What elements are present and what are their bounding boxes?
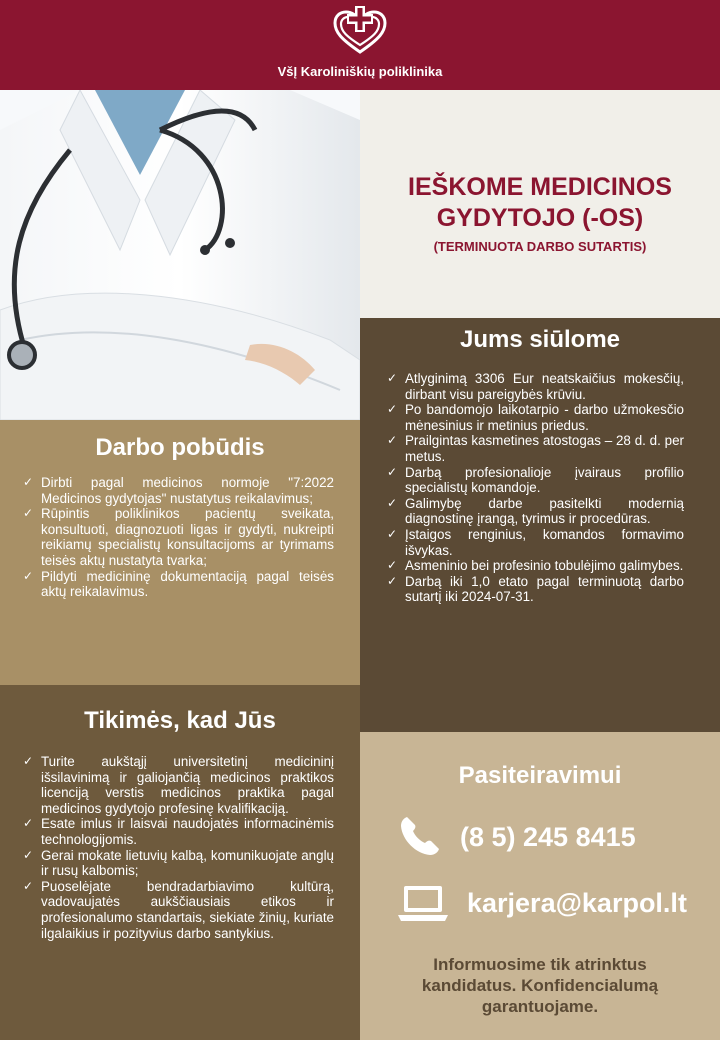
job-title-line1: IEŠKOME MEDICINOS: [408, 173, 672, 201]
contact-section: [360, 732, 720, 1040]
list-item: ✓ Asmeninio bei profesinio tobulėjimo galimybes.: [387, 558, 684, 574]
checkmark-icon: ✓: [387, 573, 398, 588]
checkmark-icon: ✓: [387, 495, 398, 510]
list-item: ✓ Po bandomojo laikotarpio - darbo užmokesčio mėnesinius ir metinius priedus.: [387, 402, 684, 433]
job-title-line2: GYDYTOJO (-OS): [436, 204, 644, 232]
list-item: ✓ Atlyginimą 3306 Eur neatskaičius mokesčių, dirbant visu pareigybės krūviu.: [387, 371, 684, 402]
list-item: ✓ Pildyti medicininę dokumentaciją pagal teisės aktų reikalavimus.: [23, 568, 334, 600]
checkmark-icon: ✓: [23, 506, 34, 521]
work-description-section: [0, 420, 360, 685]
section-heading: Tikimės, kad Jūs: [84, 707, 276, 734]
checkmark-icon: ✓: [23, 475, 34, 489]
checkmark-icon: ✓: [23, 816, 34, 831]
list-item: ✓ Puoselėjate bendradarbiavimo kultūrą, vadovaujatės aukščiausiais etikos ir profesionalumo standartais, siekiate žinių, kuriate ilgalaikius ir pozityvius darbo santykius.: [23, 878, 334, 941]
job-title-subtitle: (TERMINUOTA DARBO SUTARTIS): [433, 239, 647, 254]
phone-number[interactable]: (8 5) 245 8415: [460, 822, 636, 852]
list-item: ✓ Darbą profesionalioje įvairaus profilio specialistų komandoje.: [387, 464, 684, 496]
checkmark-icon: ✓: [387, 464, 398, 479]
checkmark-icon: ✓: [23, 847, 34, 862]
checkmark-icon: ✓: [387, 402, 398, 417]
checkmark-icon: ✓: [23, 568, 34, 583]
offer-list: [386, 371, 684, 605]
list-item: ✓ Darbą iki 1,0 etato pagal terminuotą darbo sutartį iki 2024-07-31.: [387, 573, 684, 605]
checkmark-icon: ✓: [387, 558, 398, 573]
checkmark-icon: ✓: [23, 754, 34, 768]
doctor-photo: [0, 90, 360, 420]
phone-icon: [398, 814, 442, 858]
contact-heading: Pasiteiravimui: [458, 762, 622, 789]
list-item: ✓ Įstaigos renginius, komandos formavimo išvykas.: [387, 526, 684, 558]
list-item: ✓ Prailgintas kasmetines atostogas – 28 d. d. per metus.: [387, 433, 684, 464]
list-item: ✓ Turite aukštąjį universitetinį medicininį išsilavinimą ir galiojančią medicinos praktikos licenciją verstis medicinos praktika pagal medicinos gydytojo profesinę kvalifikaciją.: [23, 754, 334, 816]
job-title-panel: [360, 90, 720, 318]
checkmark-icon: ✓: [387, 526, 398, 541]
list-item: ✓ Dirbti pagal medicinos normoje "7:2022 Medicinos gydytojas" nustatytus reikalavimus;: [23, 475, 334, 506]
checkmark-icon: ✓: [387, 371, 398, 385]
header-banner: [0, 0, 720, 90]
offer-section: [360, 318, 720, 732]
list-item: ✓ Rūpintis poliklinikos pacientų sveikata, konsultuoti, diagnozuoti ligas ir gydyti, nukreipti reikiamų specialistų konsultacijoms ar tyrimams teisės aktų nustatyta tvarka;: [23, 506, 334, 568]
list-item: ✓ Gerai mokate lietuvių kalbą, komunikuojate anglų ir rusų kalbomis;: [23, 847, 334, 879]
requirements-list: [22, 754, 334, 941]
checkmark-icon: ✓: [387, 433, 398, 448]
section-heading: Darbo pobūdis: [95, 434, 265, 461]
list-item: ✓ Esate imlus ir laisvai naudojatės informacinėmis technologijomis.: [23, 816, 334, 847]
list-item: ✓ Galimybę darbe pasitelkti modernią diagnostinę įrangą, tyrimus ir procedūras.: [387, 495, 684, 527]
section-heading: Jums siūlome: [459, 326, 621, 353]
email-address[interactable]: karjera@karpol.lt: [467, 888, 687, 918]
confidentiality-notice: Informuosime tik atrinktus kandidatus. Konfidencialumą garantuojame.: [421, 955, 659, 1016]
organization-name: VšĮ Karoliniškių poliklinika: [277, 64, 443, 79]
laptop-icon: [398, 884, 448, 924]
heart-cross-logo-icon: [331, 6, 389, 56]
requirements-section: [0, 685, 360, 1040]
work-description-list: [22, 475, 334, 600]
checkmark-icon: ✓: [23, 878, 34, 893]
